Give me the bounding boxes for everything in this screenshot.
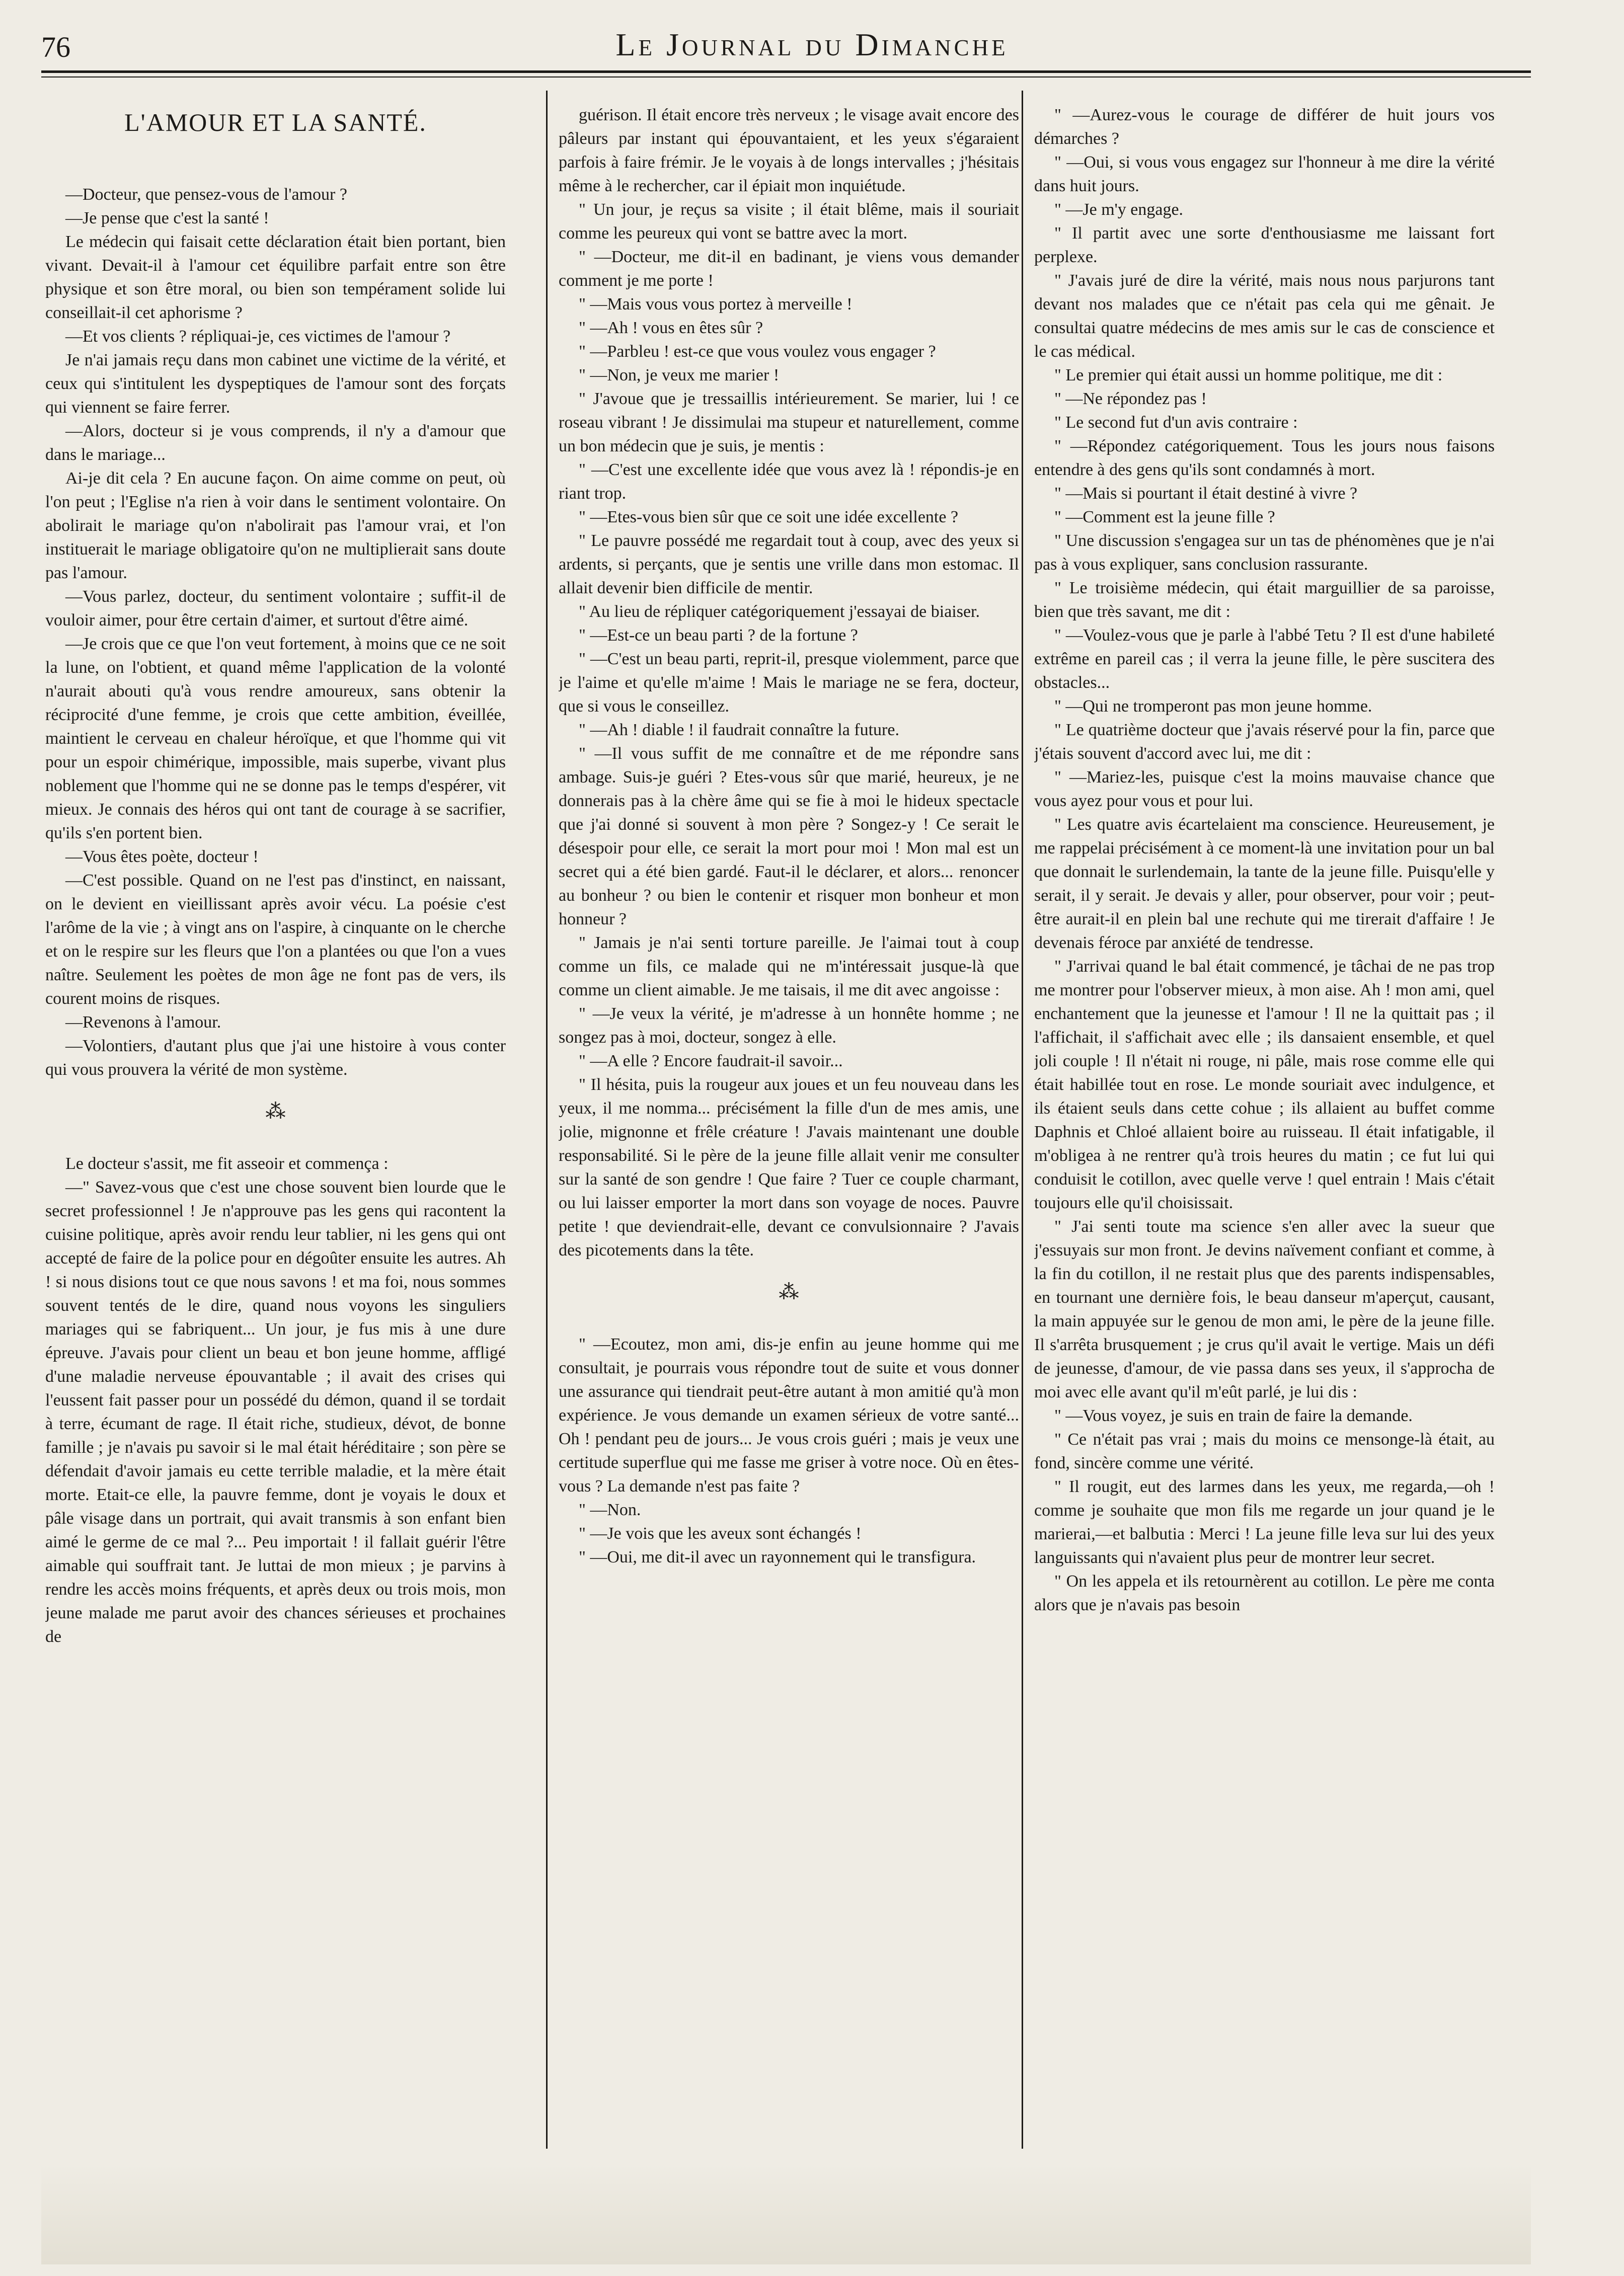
article-paragraph: " On les appela et ils retournèrent au cotillon. Le père me conta alors que je n'avais pas besoin xyxy=(1034,1572,1495,1614)
column-2-continued xyxy=(559,1332,1019,1569)
article-paragraph: —Et vos clients ? répliquai-je, ces victimes de l'amour ? xyxy=(65,327,451,346)
article-paragraph: " Un jour, je reçus sa visite ; il était blême, mais il souriait comme les peureux qui vont se battre avec la mort. xyxy=(559,200,1019,243)
article-paragraph: " —A elle ? Encore faudrait-il savoir... xyxy=(579,1052,843,1070)
article-paragraph: Je n'ai jamais reçu dans mon cabinet une victime de la vérité, et ceux qui s'intitulent les dyspeptiques de l'amour sont des forçats qui viennent se faire ferrer. xyxy=(45,351,506,417)
article-paragraph: " —Aurez-vous le courage de différer de huit jours vos démarches ? xyxy=(1034,106,1495,148)
column-divider xyxy=(546,91,548,2149)
article-paragraph: " Le second fut d'un avis contraire : xyxy=(1054,413,1298,432)
column-1-continued xyxy=(45,1152,506,1649)
article-paragraph: " —Parbleu ! est-ce que vous voulez vous engager ? xyxy=(579,342,936,361)
column-3-paragraphs xyxy=(1034,103,1495,1617)
article-paragraph: " —Ah ! diable ! il faudrait connaître la future. xyxy=(579,721,899,739)
article-paragraph: " Il hésita, puis la rougeur aux joues et un feu nouveau dans les yeux, il me nomma... précisément la fille d'un de mes amis, une jolie, mignonne et frêle créature ! J'avais maintenant une double responsabilité. Si le père de la jeune fille allait venir me consulter sur la santé de son gendre ! Que faire ? Tuer ce couple charmant, ou lui laisser emporter la mort dans son voyage de noces. Pauvre petite ! que deviendrait-elle, devant ce convulsionnaire ? J'avais des picotements dans la tête. xyxy=(559,1075,1019,1260)
column-1-paragraphs xyxy=(45,183,506,1081)
article-paragraph: " J'ai senti toute ma science s'en aller avec la sueur que j'essuyais sur mon front. Je devins naïvement confiant et comme, à la fin du cotillon, il ne restait plus que des parents indispensables, en tournant une dernière fois, le beau danseur m'aperçut, causant, la main appuyée sur le genou de mon ami, le père de la jeune fille. Il s'arrêta brusquement ; je crus qu'il avait le vertige. Mais un défi de jeunesse, d'amour, de vie passa dans ses yeux, il s'approcha de moi avec elle avant qu'il m'eût parlé, je lui dis : xyxy=(1034,1217,1495,1401)
article-paragraph: " —C'est un beau parti, reprit-il, presque violemment, parce que je l'aime et qu'elle m'aime ! Mais le mariage ne se fera, docteur, que si vous le conseillez. xyxy=(559,650,1019,716)
article-paragraph: " —Il vous suffit de me connaître et de me répondre sans ambage. Suis-je guéri ? Etes-vous sûr que marié, heureux, je ne donnerais pas à la chère âme qui se fie à moi le hideux spectacle que j'ai donné si souvent à mon père ? Songez-y ! Ce serait le désespoir pour elle, ce serait la mort pour moi ! Mon mal est un secret qui a été bien gardé. Faut-il le déclarer, et alors... renoncer au bonheur ? ou bien le contenir et risquer mon bonheur et mon honneur ? xyxy=(559,744,1019,928)
article-paragraph: " —Ah ! vous en êtes sûr ? xyxy=(579,319,763,337)
article-paragraph: " Au lieu de répliquer catégoriquement j'essayai de biaiser. xyxy=(579,602,980,621)
article-paragraph: " —Je veux la vérité, je m'adresse à un honnête homme ; ne songez pas à moi, docteur, songez à elle. xyxy=(559,1004,1019,1047)
article-paragraph: " Le premier qui était aussi un homme politique, me dit : xyxy=(1054,366,1443,384)
article-paragraph: —Alors, docteur si je vous comprends, il n'y a d'amour que dans le mariage... xyxy=(45,422,506,464)
article-paragraph: " —Mais si pourtant il était destiné à vivre ? xyxy=(1054,484,1358,503)
article-paragraph: " —Mais vous vous portez à merveille ! xyxy=(579,295,853,313)
column-1 xyxy=(45,103,506,2161)
column-divider xyxy=(1022,91,1023,2149)
article-paragraph: " —Docteur, me dit-il en badinant, je viens vous demander comment je me porte ! xyxy=(559,248,1019,290)
article-paragraph: " —C'est une excellente idée que vous avez là ! répondis-je en riant trop. xyxy=(559,460,1019,503)
page-bottom-margin xyxy=(41,2164,1531,2264)
article-paragraph: " Ce n'était pas vrai ; mais du moins ce mensonge-là était, au fond, sincère comme une vérité. xyxy=(1034,1430,1495,1472)
article-paragraph: " —Mariez-les, puisque c'est la moins mauvaise chance que vous ayez pour vous et pour lui. xyxy=(1034,768,1495,810)
article-paragraph: —Je crois que ce que l'on veut fortement, à moins que ce ne soit la lune, on l'obtient, et quand même l'application de la volonté n'aurait abouti qu'à vous rendre amoureux, sans obtenir la réciprocité d'une femme, je crois que cette ambition, éveillée, maintient le cerveau en chaleur héroïque, et que l'homme qui vit pour un espoir chimérique, impossible, mais superbe, vivant plus noblement que l'homme qui ne se donne pas le temps d'espérer, vit mieux. Je connais des héros qui ont tant de courage à se sacrifier, qu'ils s'en portent bien. xyxy=(45,635,506,842)
article-paragraph: " —Voulez-vous que je parle à l'abbé Tetu ? Il est d'une habileté extrême en pareil cas ; il verra la jeune fille, le père suscitera des obstacles... xyxy=(1034,626,1495,692)
article-paragraph: —" Savez-vous que c'est une chose souvent bien lourde que le secret professionnel ! Je n'approuve pas les gens qui racontent la cuisine politique, après avoir rendu leur tablier, ni les gens qui ont accepté de faire de la police pour en dégoûter ensuite les autres. Ah ! si nous disions tout ce que nous savons ! et ma foi, nous sommes souvent tentés de le dire, quand nous voyons les singuliers mariages qui se fabriquent... Un jour, je fus mis à une dure épreuve. J'avais pour client un beau et bon jeune homme, affligé d'une maladie nerveuse épouvantable ; il avait des crises qui l'eussent fait passer pour un possédé du démon, quand il se tordait à terre, écumant de rage. Il était riche, studieux, dévot, de bonne famille ; je n'avais pu savoir si le mal était héréditaire ; son père se défendait d'avoir jamais eu cette terrible maladie, et la mère était morte. Etait-ce elle, la pauvre femme, dont je voyais le doux et pâle visage dans un portrait, qui avait transmis à son enfant bien aimé le germe de ce mal ?... Peu importait ! il fallait guérir l'être aimable qui souffrait tant. Je luttai de mon mieux ; je parvins à rendre les accès moins fréquents, et après deux ou trois mois, mon jeune malade me parut avoir des chances sérieuses et prochaines de xyxy=(45,1178,506,1646)
article-paragraph: " J'avais juré de dire la vérité, mais nous nous parjurons tant devant nos malades que ce n'était pas cela qui me gênait. Je consultai quatre médecins de mes amis sur le cas de conscience et le cas médical. xyxy=(1034,271,1495,361)
article-title: L'AMOUR ET LA SANTÉ. xyxy=(124,108,427,136)
article-paragraph: " —Non, je veux me marier ! xyxy=(579,366,780,384)
article-paragraph: " —Je vois que les aveux sont échangés ! xyxy=(579,1524,862,1543)
article-paragraph: " Le quatrième docteur que j'avais réservé pour la fin, parce que j'étais souvent d'accord avec lui, me dit : xyxy=(1034,721,1495,763)
section-asterism: ⁂ xyxy=(265,1100,286,1123)
article-paragraph: " —Etes-vous bien sûr que ce soit une idée excellente ? xyxy=(579,508,959,526)
article-paragraph: Le médecin qui faisait cette déclaration était bien portant, bien vivant. Devait-il à l'amour cet équilibre parfait entre son être physique et son être moral, ou bien son tempérament solide lui conseillait-il cet aphorisme ? xyxy=(45,232,506,322)
article-paragraph: —Vous parlez, docteur, du sentiment volontaire ; suffit-il de vouloir aimer, pour être certain d'aimer, et surtout d'être aimé. xyxy=(45,587,506,630)
column-2 xyxy=(559,103,1019,2161)
article-paragraph: " —Oui, si vous vous engagez sur l'honneur à me dire la vérité dans huit jours. xyxy=(1034,153,1495,195)
article-paragraph: " —Comment est la jeune fille ? xyxy=(1054,508,1275,526)
article-paragraph: " —Ecoutez, mon ami, dis-je enfin au jeune homme qui me consultait, je pourrais vous répondre tout de suite et vous donner une assurance qui tiendrait peut-être autant à mon amitié qu'à mon expérience. Je vous demande un examen sérieux de votre santé... Oh ! pendant peu de jours... Je vous crois guéri ; mais je veux une certitude superflue qui me fasse me griser à votre noce. Où en êtes-vous ? La demande n'est pas faite ? xyxy=(559,1335,1019,1496)
article-paragraph: " Il rougit, eut des larmes dans les yeux, me regarda,—oh ! comme je souhaite que mon fils me regarde un jour quand je le marierai,—et balbutia : Merci ! La jeune fille leva sur lui des yeux languissants qui n'avaient plus peur de montrer leur secret. xyxy=(1034,1477,1495,1567)
article-paragraph: " Il partit avec une sorte d'enthousiasme me laissant fort perplexe. xyxy=(1034,224,1495,266)
page-number: 76 xyxy=(41,31,70,63)
article-paragraph: " —Je m'y engage. xyxy=(1054,200,1184,219)
column-3 xyxy=(1034,103,1495,2161)
section-asterism-2: ⁂ xyxy=(779,1281,799,1303)
article-paragraph: " Le pauvre possédé me regardait tout à coup, avec des yeux si ardents, si perçants, que je sentis une vrille dans mon estomac. Il allait devenir bien difficile de mentir. xyxy=(559,531,1019,597)
article-paragraph: —Revenons à l'amour. xyxy=(65,1013,221,1032)
article-paragraph: —Vous êtes poète, docteur ! xyxy=(65,847,259,866)
article-paragraph: " —Oui, me dit-il avec un rayonnement qui le transfigura. xyxy=(579,1548,976,1566)
article-paragraph: " Les quatre avis écartelaient ma conscience. Heureusement, je me rappelai précisément à ce moment-là une invitation pour un bal que donnait le surlendemain, la tante de la jeune fille. Puisqu'elle y serait, il y serait. Je devais y aller, pour observer, pour voir ; peut-être aurait-il en plein bal une rechute qui me tirerait d'affaire ! Je devenais féroce par anxiété de tendresse. xyxy=(1034,815,1495,952)
header-rule xyxy=(41,70,1531,73)
article-paragraph: " —Non. xyxy=(579,1501,641,1519)
article-paragraph: " —Est-ce un beau parti ? de la fortune ? xyxy=(579,626,858,645)
article-paragraph: " J'avoue que je tressaillis intérieurement. Se marier, lui ! ce roseau vibrant ! Je dissimulai ma stupeur et naturellement, comme un bon médecin que je suis, je mentis : xyxy=(559,389,1019,455)
article-paragraph: " —Qui ne tromperont pas mon jeune homme. xyxy=(1054,697,1372,716)
article-paragraph: " —Répondez catégoriquement. Tous les jours nous faisons entendre à des gens qu'ils sont condamnés à mort. xyxy=(1034,437,1495,479)
article-paragraph: " J'arrivai quand le bal était commencé, je tâchai de ne pas trop me montrer pour l'observer mieux, à mon aise. Ah ! mon ami, quel enchantement que la jeunesse et l'amour ! Il ne la quittait pas ; il l'affichait, il s'affichait avec elle ; ils dansaient ensemble, et quel joli couple ! Il n'était ni rouge, ni pâle, mais rose comme elle qui était habillée tout en rose. Le monde souriait avec indulgence, et ils étaient seuls dans cette cohue ; ils allaient au buffet comme Daphnis et Chloé allaient boire au ruisseau. Il était infatigable, il m'obligea à ne rentrer qu'à trois heures du matin ; ce fut lui qui conduisit le cotillon, avec quelle verve ! quel entrain ! Mais c'était toujours elle qu'il choisissait. xyxy=(1034,957,1495,1212)
journal-title: Le Journal du Dimanche xyxy=(615,27,1009,62)
article-paragraph: " Une discussion s'engagea sur un tas de phénomènes que je n'ai pas à vous expliquer, sans conclusion rassurante. xyxy=(1034,531,1495,574)
header-rule-thin xyxy=(41,76,1531,77)
article-paragraph: " Jamais je n'ai senti torture pareille. Je l'aimai tout à coup comme un fils, ce malade qui ne m'intéressait jusque-là que comme un client aimable. Je me taisais, il me dit avec angoisse : xyxy=(559,933,1019,999)
article-paragraph: " —Ne répondez pas ! xyxy=(1054,389,1207,408)
article-paragraph: " —Vous voyez, je suis en train de faire la demande. xyxy=(1054,1406,1413,1425)
article-paragraph: —Volontiers, d'autant plus que j'ai une histoire à vous conter qui vous prouvera la vérité de mon système. xyxy=(45,1037,506,1079)
article-paragraph: " Le troisième médecin, qui était marguillier de sa paroisse, bien que très savant, me dit : xyxy=(1034,579,1495,621)
article-paragraph: Ai-je dit cela ? En aucune façon. On aime comme on peut, où l'on peut ; l'Eglise n'a rien à voir dans le sentiment volontaire. On abolirait le mariage qu'on n'abolirait pas l'amour vrai, et l'on instituerait le mariage obligatoire qu'on ne multiplierait sans doute pas l'amour. xyxy=(45,469,506,582)
column-2-paragraphs xyxy=(559,103,1019,1262)
article-paragraph: —C'est possible. Quand on ne l'est pas d'instinct, en naissant, on le devient en vieillissant après avoir vécu. La poésie c'est l'arôme de la vie ; à vingt ans on l'aspire, à cinquante on le cherche et on le respire sur les fleurs que l'on a plantées ou que l'on a vues naître. Seulement les poètes de mon âge ne font pas de vers, ils courent moins de risques. xyxy=(45,871,506,1008)
article-paragraph: Le docteur s'assit, me fit asseoir et commença : xyxy=(65,1154,389,1173)
article-paragraph: —Je pense que c'est la santé ! xyxy=(65,209,269,227)
article-paragraph: —Docteur, que pensez-vous de l'amour ? xyxy=(65,185,347,204)
article-paragraph: guérison. Il était encore très nerveux ; le visage avait encore des pâleurs par instant qui épouvantaient, et les yeux s'égaraient parfois à faire frémir. Je le voyais à de longs intervalles ; j'hésitais même à le rechercher, car il épiait mon inquiétude. xyxy=(559,106,1019,195)
